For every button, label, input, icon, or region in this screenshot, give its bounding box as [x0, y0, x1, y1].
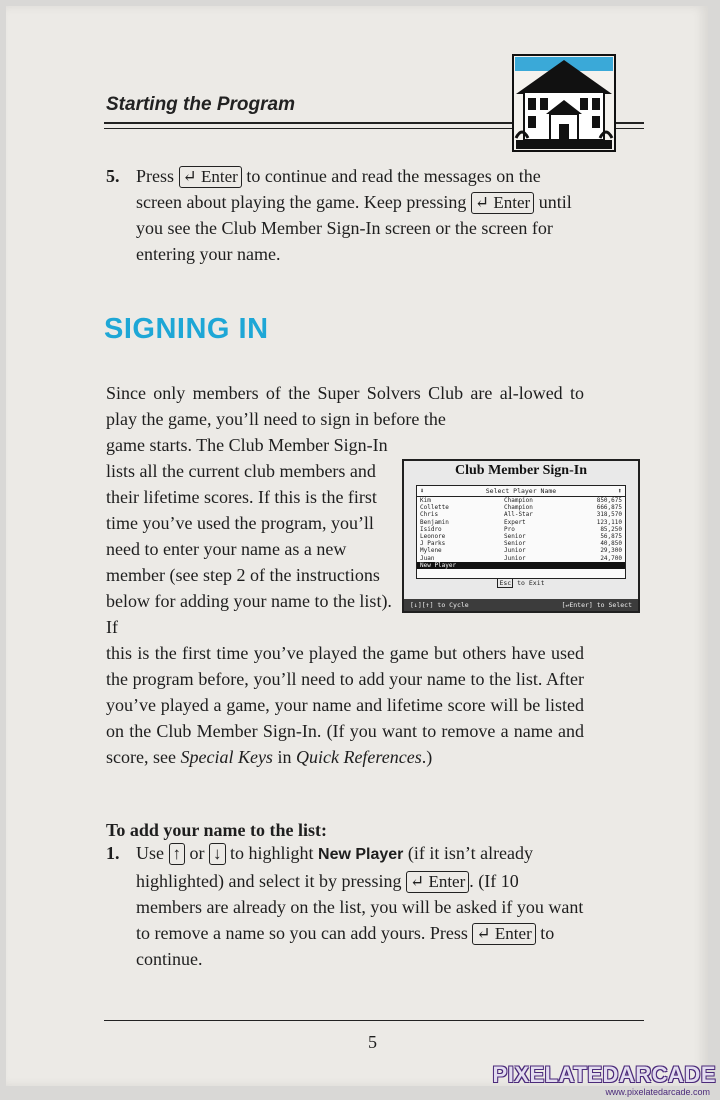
player-row	[417, 504, 625, 511]
watermark-url: www.pixelatedarcade.com	[605, 1087, 710, 1097]
player-name: Collette	[420, 504, 449, 512]
player-rank: Champion	[504, 504, 533, 512]
intro-paragraph-wrap: game starts. The Club Member Sign-In lists all the current club members and their lifetime scores. If this is the first time you’ve used the program, you’ll need to enter your name as a new member (see step 2 of the instructions below for adding your name to the list). If	[106, 435, 392, 637]
player-list	[416, 485, 626, 579]
cycle-hint-text: to Cycle	[437, 601, 469, 609]
arrow-down-icon: ⬇	[420, 487, 425, 495]
select-hint-text: to Select	[596, 601, 632, 609]
up-arrow-key-icon: ↑	[169, 843, 186, 865]
player-score: 318,570	[596, 511, 622, 519]
player-rank: Champion	[504, 497, 533, 504]
esc-key-icon: Esc	[499, 579, 512, 587]
screenshot-title: Club Member Sign-In	[455, 463, 587, 478]
instructions-heading: To add your name to the list:	[106, 820, 328, 840]
player-score: 123,110	[596, 518, 622, 526]
enter-key-icon: ↵ Enter	[179, 166, 242, 188]
step-1	[106, 840, 586, 972]
cycle-hint	[410, 599, 469, 611]
exit-hint-text: to Exit	[517, 579, 545, 587]
player-rank: Pro	[504, 525, 515, 533]
intro-paragraph: Since only members of the Super Solvers Club are al-lowed to play the game, you’ll need to sign in before the	[106, 383, 584, 429]
player-rank: All-Star	[504, 511, 533, 519]
new-player-label: New Player	[420, 561, 457, 569]
intro-paragraph-continued	[106, 640, 584, 770]
player-name: Leonore	[420, 533, 446, 541]
step-text: or	[189, 843, 205, 863]
step-number: 1.	[106, 843, 120, 863]
exit-hint	[404, 579, 638, 587]
step-text: . (If 10 members are already on the list, you will be asked if you want to remove a name so you can add yours. Press	[136, 871, 584, 943]
chapter-header: Starting the Program	[106, 94, 295, 115]
step-text: to continue and read the messages on the screen about playing the game. Keep pressing	[136, 166, 541, 212]
watermark-brand: PIXELATEDARCADE	[492, 1062, 716, 1087]
player-row	[417, 497, 625, 504]
player-name: Kim	[420, 497, 431, 504]
player-name: J Parks	[420, 540, 446, 548]
enter-key-icon: ↵ Enter	[472, 923, 535, 945]
list-header	[417, 486, 625, 497]
player-score: 850,675	[596, 497, 622, 504]
step-text: to highlight	[230, 843, 314, 863]
player-row	[417, 540, 625, 547]
player-row	[417, 511, 625, 518]
page-number: 5	[368, 1032, 377, 1052]
step-number: 5.	[106, 166, 120, 186]
player-row	[417, 547, 625, 554]
player-name: Mylene	[420, 547, 442, 555]
step-text: Press	[136, 166, 175, 186]
step-text: until you see the Club Member Sign-In screen or the screen for entering your name.	[136, 192, 572, 264]
player-name: Chris	[420, 511, 439, 519]
step-5	[106, 163, 586, 267]
player-rows	[417, 497, 625, 562]
player-rank: Expert	[504, 518, 526, 526]
player-rank: Senior	[504, 540, 526, 548]
player-row	[417, 533, 625, 540]
player-row	[417, 519, 625, 526]
down-arrow-key-icon: ↓	[209, 843, 226, 865]
player-name: Benjamin	[420, 518, 449, 526]
enter-key-icon: ↵ Enter	[406, 871, 469, 893]
new-player-row	[417, 562, 625, 569]
player-row	[417, 526, 625, 533]
player-rank: Junior	[504, 547, 526, 555]
list-header-label: Select Player Name	[485, 487, 557, 495]
quick-references-reference: Quick References	[295, 747, 422, 767]
enter-key-icon: [↵Enter]	[561, 601, 593, 609]
enter-key-icon: ↵ Enter	[471, 192, 534, 214]
arrow-up-icon: ⬆	[617, 487, 622, 495]
player-score: 29,300	[600, 547, 622, 555]
player-rank: Junior	[504, 554, 526, 562]
paragraph-text: .)	[421, 747, 433, 767]
arrow-keys-icon: [↓][↑]	[410, 601, 434, 609]
sign-in-screenshot	[402, 459, 640, 613]
section-title: SIGNING IN	[104, 313, 269, 345]
player-rank: Senior	[504, 533, 526, 541]
screenshot-footer	[404, 599, 638, 611]
special-keys-reference: Special Keys	[180, 747, 273, 767]
manual-page	[6, 6, 708, 1086]
player-score: 666,875	[596, 504, 622, 512]
player-name: Isidro	[420, 525, 442, 533]
footer-rule	[104, 1020, 644, 1021]
player-name: Juan	[420, 554, 435, 562]
player-row	[417, 555, 625, 562]
step-text: (if it isn’t already highlighted) and select it by pressing	[136, 843, 534, 891]
select-hint	[562, 599, 632, 611]
player-score: 24,700	[600, 554, 622, 562]
step-text: to continue.	[136, 923, 555, 969]
paragraph-text: in	[277, 747, 292, 767]
school-building-icon	[512, 54, 616, 152]
step-text: Use	[136, 843, 164, 863]
player-score: 40,850	[600, 540, 622, 548]
player-score: 56,875	[600, 533, 622, 541]
new-player-term: New Player	[318, 846, 404, 863]
player-score: 85,250	[600, 525, 622, 533]
paragraph-text: this is the first time you’ve played the game but others have used the program before, you’ll need to add your name to the list. After you’ve played a game, your name and lifetime score will be listed on the Club Member Sign-In. (If you want to remove a name and score, see	[106, 643, 584, 767]
